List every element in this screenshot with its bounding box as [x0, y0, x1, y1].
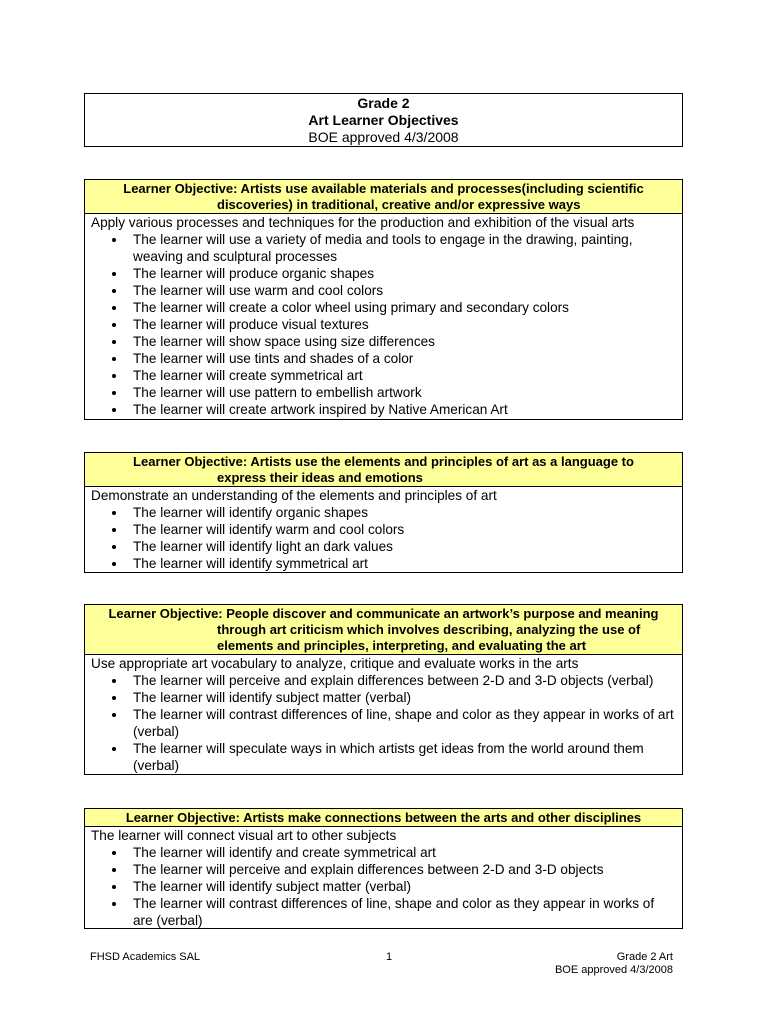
approval-date: BOE approved 4/3/2008 — [308, 129, 459, 145]
objective-heading-1 — [85, 180, 682, 214]
list-item: • The learner will identify subject matter (verbal) — [127, 689, 676, 706]
grade-heading: Grade 2 — [357, 95, 410, 111]
list-item: • The learner will use pattern to embellish artwork — [127, 384, 676, 401]
list-item: • The learner will show space using size differences — [127, 333, 676, 350]
objective-intro-3: Use appropriate art vocabulary to analyze, critique and evaluate works in the arts — [91, 656, 579, 671]
objective-box-1 — [84, 179, 683, 420]
objective-list-4 — [91, 844, 676, 929]
objective-box-2 — [84, 452, 683, 573]
objective-list-1 — [91, 231, 676, 418]
list-item: • The learner will produce visual textures — [127, 316, 676, 333]
list-item: • The learner will contrast differences of line, shape and color as they appear in works of are (verbal) — [127, 895, 676, 929]
objective-heading-3-line2: through art criticism which involves describing, analyzing the use of — [217, 622, 641, 637]
list-item: • The learner will identify symmetrical art — [127, 555, 676, 572]
objective-box-3 — [84, 604, 683, 775]
title-box — [84, 93, 683, 147]
objective-body-3 — [85, 655, 682, 776]
objective-heading-2-line1: Learner Objective: Artists use the elements and principles of art as a language to — [133, 454, 634, 469]
objective-heading-1-line1: Learner Objective: Artists use available materials and processes(including scientific — [123, 181, 644, 196]
objective-heading-2-line2: express their ideas and emotions — [217, 470, 423, 485]
objective-intro-1: Apply various processes and techniques for the production and exhibition of the visual arts — [91, 215, 635, 230]
objective-intro-4: The learner will connect visual art to other subjects — [91, 828, 397, 843]
objective-list-3 — [91, 672, 676, 774]
list-item: • The learner will use warm and cool colors — [127, 282, 676, 299]
list-item: • The learner will identify and create symmetrical art — [127, 844, 676, 861]
document-title: Art Learner Objectives — [308, 112, 459, 128]
list-item: • The learner will create a color wheel using primary and secondary colors — [127, 299, 676, 316]
list-item: • The learner will contrast differences of line, shape and color as they appear in works of art (verbal) — [127, 706, 676, 740]
objective-box-4 — [84, 808, 683, 929]
list-item: • The learner will create symmetrical art — [127, 367, 676, 384]
objective-body-4 — [85, 827, 682, 931]
objective-heading-3-line3: elements and principles, interpreting, and evaluating the art — [217, 638, 587, 653]
footer-right — [555, 951, 673, 977]
objective-heading-3-line1: Learner Objective: People discover and communicate an artwork’s purpose and meaning — [108, 606, 659, 621]
objective-body-1 — [85, 214, 682, 420]
list-item: • The learner will perceive and explain differences between 2-D and 3-D objects (verbal) — [127, 672, 676, 689]
objective-heading-4 — [85, 809, 682, 827]
objective-body-2 — [85, 487, 682, 574]
footer-right-line1: Grade 2 Art — [616, 951, 673, 963]
objective-heading-4-line1: Learner Objective: Artists make connections between the arts and other disciplines — [125, 810, 642, 825]
list-item: • The learner will use a variety of media and tools to engage in the drawing, painting, weaving and sculptural processes — [127, 231, 676, 265]
footer-left: FHSD Academics SAL — [90, 951, 201, 963]
list-item: • The learner will identify light an dark values — [127, 538, 676, 555]
objective-heading-1-line2: discoveries) in traditional, creative and/or expressive ways — [217, 197, 581, 212]
list-item: • The learner will create artwork inspired by Native American Art — [127, 401, 676, 418]
objective-heading-3 — [85, 605, 682, 655]
list-item: • The learner will identify warm and cool colors — [127, 521, 676, 538]
list-item: • The learner will use tints and shades of a color — [127, 350, 676, 367]
objective-list-2 — [91, 504, 676, 572]
footer-right-line2: BOE approved 4/3/2008 — [554, 964, 673, 976]
list-item: • The learner will produce organic shapes — [127, 265, 676, 282]
objective-intro-2: Demonstrate an understanding of the elements and principles of art — [91, 488, 497, 503]
list-item: • The learner will identify subject matter (verbal) — [127, 878, 676, 895]
page-number: 1 — [386, 951, 393, 963]
list-item: • The learner will speculate ways in which artists get ideas from the world around them (verbal) — [127, 740, 676, 774]
list-item: • The learner will perceive and explain differences between 2-D and 3-D objects — [127, 861, 676, 878]
list-item: • The learner will identify organic shapes — [127, 504, 676, 521]
objective-heading-2 — [85, 453, 682, 487]
